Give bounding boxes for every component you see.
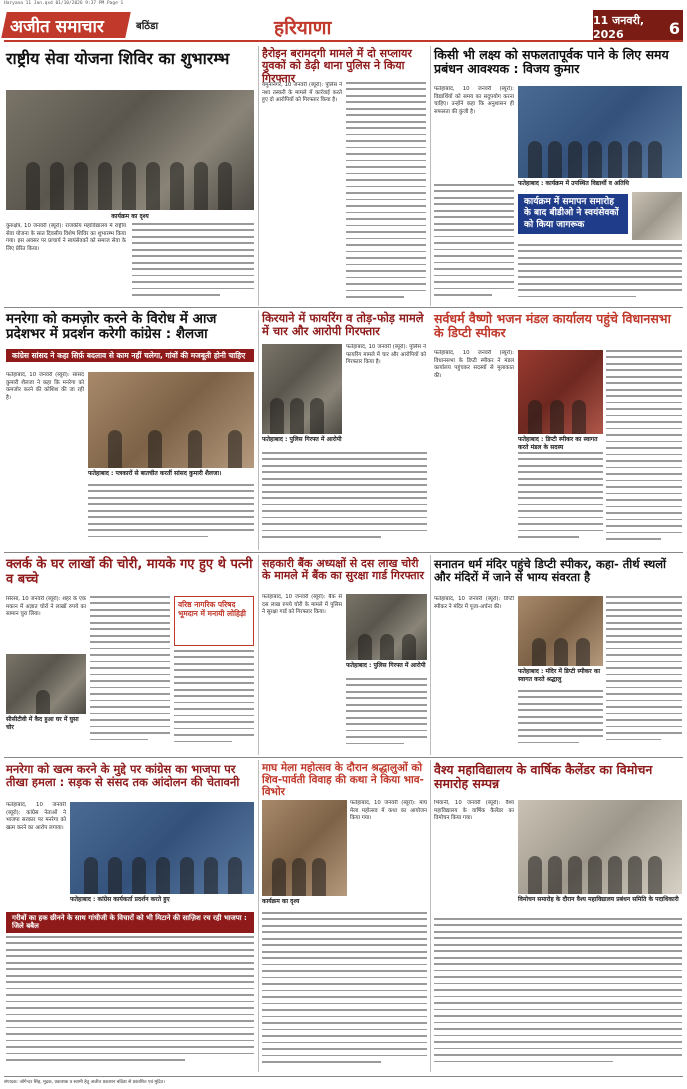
headline-magh-mela: माघ मेला महोत्सव के दौरान श्रद्धालुओं को शिव-पार्वती विवाह की कथा ने किया भाव-विभोर (262, 762, 424, 798)
row-divider (4, 307, 683, 308)
body-text-lines (132, 223, 254, 305)
issue-date: 11 जनवरी, 2026 (593, 14, 645, 41)
body-sarv-dharm: फतेहाबाद, 10 जनवरी (ब्यूरो): विधानसभा के डिप्टी स्पीकर ने मंडल कार्यालय पहुंचकर सदस्यों से मुलाकात की। (434, 350, 514, 380)
photo-magh-mela (262, 800, 347, 896)
paper-name: अजीत समाचार (10, 17, 104, 37)
photo-bank-guard (346, 594, 427, 660)
photo-time-management (518, 86, 682, 178)
headline-firing-case: किरयाने में फायरिंग व तोड़-फोड़ मामले में चार और आरोपी गिरफ्तार (262, 311, 424, 338)
caption-time-management: फतेहाबाद : कार्यक्रम में उपस्थित विद्यार्थी व अतिथि (518, 180, 630, 187)
caption-manrega-bjp: फतेहाबाद : कांग्रेस कार्यकर्ता प्रदर्शन करते हुए (70, 896, 170, 903)
photo-nss-camp (6, 90, 254, 210)
caption-vaishya-calendar: विमोचन समारोह के दौरान वैश्य महाविद्यालय प्रबंधन समिति के पदाधिकारी (518, 896, 679, 903)
column-divider (430, 555, 431, 755)
caption-nss-camp: कार्यक्रम का दृश्य (111, 213, 149, 220)
page-number: 6 (668, 19, 680, 38)
photo-clerk-theft (6, 654, 86, 714)
body-firing-case: फतेहाबाद, 10 जनवरी (ब्यूरो): पुलिस ने फायरिंग मामले में चार और आरोपियों को गिरफ्तार किया है। (346, 344, 426, 366)
headline-time-management: किसी भी लक्ष्य को सफलतापूर्वक पाने के लिए समय प्रबंधन आवश्यक : विजय कुमार (434, 47, 669, 76)
paper-city: बठिंडा (136, 21, 159, 32)
photo-manrega-bjp (70, 802, 254, 894)
subhead-clerk-theft: वरिष्ठ नागरिक परिषद भूमदान में मनायी लोहिड़ी (178, 600, 246, 618)
row-divider (4, 552, 683, 553)
date-box (593, 10, 683, 40)
section-title: हरियाणा (274, 17, 332, 39)
paper-brand (4, 12, 204, 38)
body-text-lines (434, 918, 682, 1072)
headline-manrega-bjp: मनरेगा को खत्म करने के मुद्दे पर कांग्रेस का भाजपा पर तीखा हमला : सड़क से संसद तक आंदोलन की चेतावनी (6, 762, 240, 789)
body-text-lines (518, 690, 603, 752)
body-text-lines (518, 452, 603, 548)
body-text-lines (346, 82, 426, 304)
body-magh-mela: फतेहाबाद, 10 जनवरी (ब्यूरो): माघ मेला महोत्सव में कथा का आयोजन किया गया। (350, 800, 427, 822)
photo-sanatan (518, 596, 603, 666)
body-bank-guard: फतेहाबाद, 10 जनवरी (ब्यूरो): बैंक से दस लाख रुपये चोरी के मामले में पुलिस ने सुरक्षा गार्ड को गिरफ्तार किया। (262, 594, 342, 616)
column-divider (430, 760, 431, 1072)
column-divider (258, 555, 259, 755)
strap-manrega-bjp: गरीबों का हक छीनने के साथ गांधीजी के विचारों को भी मिटाने की साज़िश रच रही भाजपा : जिले बबैल (6, 912, 254, 933)
photo-congress-protest (88, 372, 254, 468)
headline-nss-camp: राष्ट्रीय सेवा योजना शिविर का शुभारम्भ (6, 49, 230, 68)
strap-congress-protest: कांग्रेस सांसद ने कहा सिर्फ़ बदलाव से काम नहीं चलेगा, गांवों की मजबूती होनी चाहिए (6, 349, 254, 362)
caption-clerk-theft: सीसीटीवी में कैद हुआ घर में घुसा चोर (6, 716, 79, 731)
body-text-lines (6, 936, 254, 1072)
body-time-management: फतेहाबाद, 10 जनवरी (ब्यूरो): विद्यार्थियों को समय का सदुपयोग करना चाहिए। उन्होंने कहा कि अनुशासन ही सफलता की कुंजी है। (434, 86, 514, 116)
imprint-line: संपादक: जोगेन्दर सिंह, मुद्रक, प्रकाशक व स्वामी हेतु अजीत प्रकाशन बठिंडा से प्रकाशित एवं मुद्रित। (4, 1076, 683, 1085)
body-text-lines (174, 650, 254, 752)
body-sanatan: फतेहाबाद, 10 जनवरी (ब्यूरो): डिप्टी स्पीकर ने मंदिर में पूजा-अर्चना की। (434, 596, 514, 610)
body-text-lines (90, 596, 170, 752)
body-text-lines (262, 912, 427, 1072)
highlight-box-time-management: कार्यक्रम में समापन समारोह के बाद बीडीओ ने स्वयंसेवकों को किया जागरूक (518, 194, 628, 234)
caption-sanatan: फतेहाबाद : मंदिर में डिप्टी स्पीकर का स्वागत करते श्रद्धालु (518, 668, 600, 683)
headline-bank-guard: सहकारी बैंक अध्यक्षों से दस लाख चोरी के मामले में बैंक का सुरक्षा गार्ड गिरफ्तार (262, 557, 425, 583)
headline-congress-protest: मनरेगा को कमज़ोर करने के विरोध में आज प्रदेशभर में प्रदर्शन करेगी कांग्रेस : शैलजा (6, 311, 217, 343)
subhead-box (174, 596, 254, 646)
caption-sarv-dharm: फतेहाबाद : डिप्टी स्पीकर का स्वागत करते मंडल के सदस्य (518, 436, 598, 451)
caption-firing-case: फतेहाबाद : पुलिस गिरफ्त में आरोपी (262, 436, 342, 443)
column-divider (258, 310, 259, 550)
headline-police-arrest: हैरोइन बरामदगी मामले में दो सप्लायर युवकों को डेढ़ी थाना पुलिस ने किया गिरफ्तार (262, 47, 412, 85)
headline-clerk-theft: क्लर्क के घर लाखों की चोरी, मायके गए हुए थे पत्नी व बच्चे (6, 557, 253, 587)
column-divider (430, 46, 431, 306)
body-text-lines (88, 484, 254, 548)
headline-vaishya-calendar: वैश्य महाविद्यालय के वार्षिक कैलेंडर का विमोचन समारोह सम्पन्न (434, 762, 653, 791)
print-metadata-line: Haryana 11 Jan.qxd 01/10/2026 9:37 PM Page 1 (4, 1, 124, 6)
body-nss-camp: कुरुक्षेत्र, 10 जनवरी (ब्यूरो): राजकीय महाविद्यालय में राष्ट्रीय सेवा योजना के सात दिवसीय विशेष शिविर का शुभारम्भ किया गया। इस अवसर पर प्राचार्य ने स्वयंसेवकों को समाज सेवा के लिए प्रेरित किया। (6, 223, 126, 253)
caption-congress-protest: फतेहाबाद : पत्रकारों से बातचीत करतीं सांसद कुमारी शैलजा। (88, 470, 222, 477)
row-divider (4, 757, 683, 758)
body-clerk-theft: सिरसा, 10 जनवरी (ब्यूरो): शहर के एक मकान में अज्ञात चोरों ने लाखों रुपये का सामान चुरा लिया। (6, 596, 86, 618)
body-text-lines (606, 596, 682, 752)
column-divider (258, 760, 259, 1072)
photo-inset (632, 192, 682, 240)
headline-sanatan: सनातन धर्म मंदिर पहुंचे डिप्टी स्पीकर, कहा- तीर्थ स्थलों और मंदिरों में जाने से भाग्य संवरता है (434, 557, 666, 584)
body-text-lines (518, 244, 682, 304)
body-manrega-bjp: फतेहाबाद, 10 जनवरी (ब्यूरो): कांग्रेस नेताओं ने भाजपा सरकार पर मनरेगा को खत्म करने का आरोप लगाया। (6, 802, 66, 832)
body-text-lines (346, 678, 427, 752)
body-text-lines (434, 184, 514, 304)
column-divider (258, 46, 259, 306)
caption-magh-mela: कार्यक्रम का दृश्य (262, 898, 300, 905)
body-police-arrest: यमुनानगर, 10 जनवरी (ब्यूरो): पुलिस ने नशा तस्करी के मामले में कार्रवाई करते हुए दो आरोपियों को गिरफ्तार किया है। (262, 82, 342, 104)
photo-sarv-dharm (518, 350, 603, 434)
headline-sarv-dharm: सर्वधर्म वैष्णो भजन मंडल कार्यालय पहुंचे विधानसभा के डिप्टी स्पीकर (434, 311, 671, 340)
body-vaishya-calendar: भिवानी, 10 जनवरी (ब्यूरो): वैश्य महाविद्यालय के वार्षिक कैलेंडर का विमोचन किया गया। (434, 800, 514, 822)
body-text-lines (606, 350, 682, 548)
masthead (4, 10, 683, 42)
photo-firing-case (262, 344, 342, 434)
body-congress-protest: फतेहाबाद, 10 जनवरी (ब्यूरो): सांसद कुमारी शैलजा ने कहा कि मनरेगा को कमजोर करने की कोशिश की जा रही है। (6, 372, 84, 402)
body-text-lines (262, 452, 427, 548)
photo-vaishya-calendar (518, 800, 682, 894)
caption-bank-guard: फतेहाबाद : पुलिस गिरफ्त में आरोपी (346, 662, 426, 669)
